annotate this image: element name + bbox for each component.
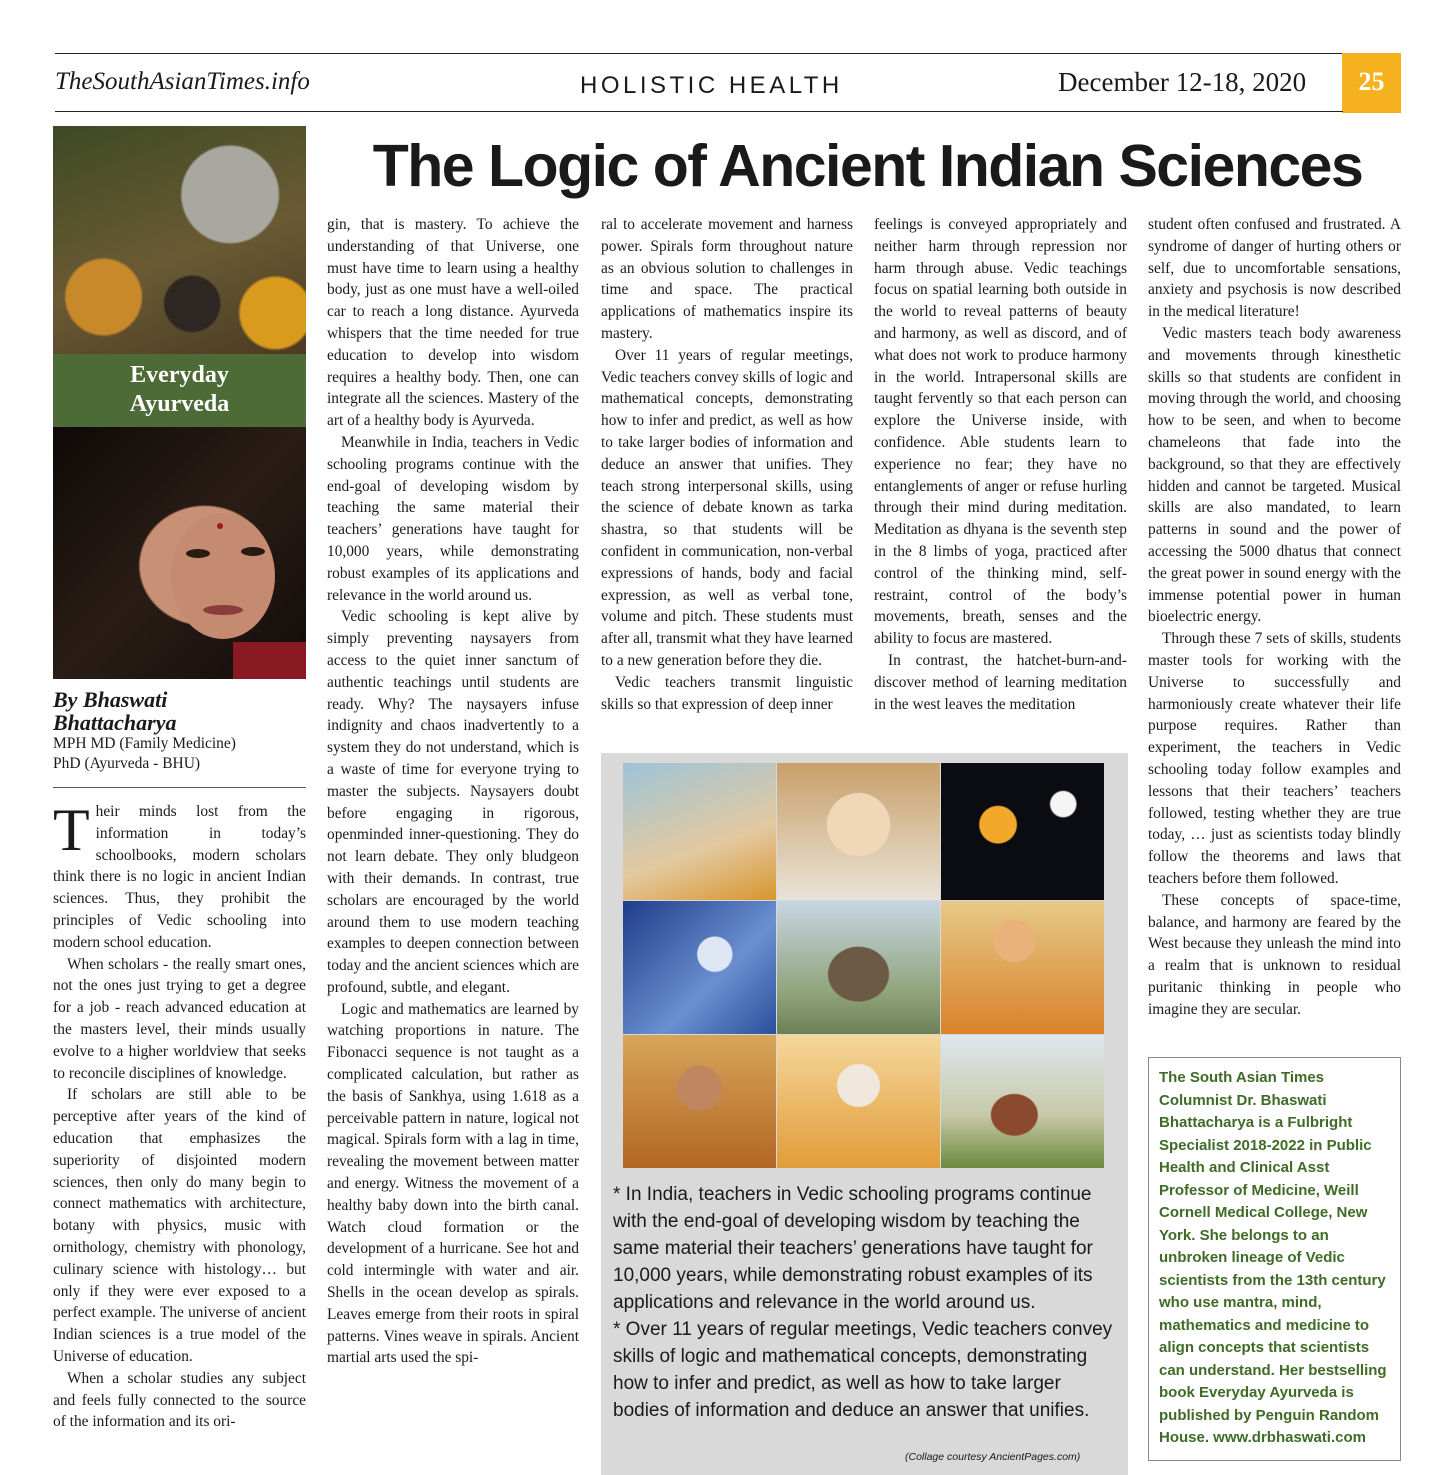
- author-bio-box: The South Asian Times Columnist Dr. Bhaswati Bhattacharya is a Fulbright Specialist 2018-2022 in Public Health and Clinical Asst Professor of Medicine, Weill Cornell Medical College, New York. She belongs to an unbroken lineage of Vedic scientists from the 13th century who use mantra, mind, mathematics and medicine to align concepts that scientists can understand. Her bestselling book Everyday Ayurveda is published by Penguin Random House. www.drbhaswati.com: [1148, 1057, 1401, 1461]
- drop-cap: T: [53, 797, 90, 863]
- article-paragraph: [53, 1084, 306, 1367]
- collage-tile-sage-4: [623, 1035, 776, 1168]
- article-column-2: [327, 214, 579, 1369]
- paragraph-text: If scholars are still able to be perceptive after years of the kind of education that emphasizes the superiority of disjointed modern sciences, then only do many begin to connect mathematics with architecture, botany with physics, music with ornithology, chemistry with phonology, culinary science with histology… but only if they were ever exposed to a perfect example. The universe of ancient Indian sciences is a true model of the Universe of education.: [53, 1086, 306, 1365]
- article-paragraph: [327, 999, 579, 1370]
- article-paragraph: [53, 954, 306, 1085]
- collage-tile-sage-2: [777, 763, 940, 900]
- collage-tile-sage-1: [623, 763, 776, 900]
- article-paragraph: [1148, 628, 1401, 890]
- paragraph-text: ral to accelerate movement and harness power. Spirals form throughout nature as an obvious solution to challenges in time and space. The practical applications of mathematics inspire its mastery.: [601, 216, 853, 342]
- article-paragraph: [874, 214, 1127, 650]
- author-name-line1: By Bhaswati: [53, 687, 168, 712]
- column-badge-line2: Ayurveda: [129, 391, 230, 417]
- article-paragraph: [601, 214, 853, 345]
- site-name: TheSouthAsianTimes.info: [55, 68, 310, 95]
- article-paragraph: [1148, 214, 1401, 323]
- caption-paragraph-2: * Over 11 years of regular meetings, Vedic teachers convey skills of logic and mathematical concepts, demonstrating how to infer and predict, as well as how to take larger bodies of information and deduce an answer that unifies.: [613, 1319, 1113, 1421]
- article-paragraph: [327, 432, 579, 606]
- article-paragraph: [53, 797, 306, 954]
- author-credential-1: MPH MD (Family Medicine): [53, 735, 236, 752]
- article-paragraph: [327, 606, 579, 998]
- author-byline: [53, 688, 306, 774]
- article-paragraph: [874, 650, 1127, 715]
- section-title: HOLISTIC HEALTH: [580, 72, 843, 99]
- page-number-badge: 25: [1342, 53, 1401, 113]
- paragraph-text: feelings is conveyed appropriately and neither harm through repression nor harm through abuse. Vedic teachings focus on spatial learning both outside in the world to reveal patterns of beauty and harmony, as well as discord, and of what does not work to produce harmony in the world. Intrapersonal skills are taught fervently so that each person can explore the Universe inside, with confidence. Able students learn to experience no fear; they have no entanglements of anger or refuse hurling through their mind during meditation. Meditation as dhyana is the seventh step in the 8 limbs of yoga, practiced after control of the thinking mind, self-restraint, control of the body’s movements, breath, senses and the ability to focus are mastered.: [874, 216, 1127, 648]
- article-paragraph: [53, 1368, 306, 1433]
- herbs-photo: [53, 126, 306, 354]
- collage-tile-planets: [941, 763, 1104, 900]
- header-bottom-rule: [55, 111, 1343, 112]
- paragraph-text: Vedic schooling is kept alive by simply preventing naysayers from access to the quiet inner sanctum of authentic teachings until students are ready. Why? The naysayers infuse indignity and chaos inadvertently to a system they do not understand, which is a waste of time for everyone trying to master the subjects. Naysayers doubt before engaging in rigorous, openminded inner-questioning. They do not learn debate. They only bludgeon with their demands. In contrast, true scholars are encouraged by the world around them to use modern teaching examples to deepen connection between today and the ancient sciences which are profound, subtle, and elegant.: [327, 608, 579, 996]
- article-column-4: [874, 214, 1127, 715]
- article-column-1: [53, 797, 306, 1433]
- collage-tile-sage-3: [941, 901, 1104, 1034]
- collage-tile-monument: [941, 1035, 1104, 1168]
- article-headline: The Logic of Ancient Indian Sciences: [372, 133, 1363, 199]
- paragraph-text: Vedic teachers transmit linguistic skills so that expression of deep inner: [601, 673, 853, 713]
- paragraph-text: Meanwhile in India, teachers in Vedic schooling programs continue with the end-goal of developing wisdom by teaching the same material their teachers’ generations have taught for 10,000 years, while demonstrating robust examples of its applications and relevance in the world around us.: [327, 433, 579, 604]
- column-badge: [53, 354, 306, 427]
- author-name-line2: Bhattacharya: [53, 710, 177, 735]
- issue-date: December 12-18, 2020: [1058, 67, 1307, 97]
- paragraph-text: When scholars - the really smart ones, not the ones just trying to get a degree for a job - reach advanced education at the masters level, their minds usually evolve to a higher worldview that seeks to reconcile disciplines of knowledge.: [53, 955, 306, 1082]
- caption-paragraph-1: * In India, teachers in Vedic schooling programs continue with the end-goal of developing wisdom by teaching the same material their teachers’ generations have taught for 10,000 years, while demonstrating robust examples of its applications and relevance in the world around us.: [613, 1184, 1093, 1313]
- article-paragraph: [1148, 890, 1401, 1021]
- paragraph-text: In contrast, the hatchet-burn-and-discover method of learning meditation in the west leaves the meditation: [874, 651, 1127, 713]
- article-column-3: [601, 214, 853, 715]
- article-paragraph: [601, 672, 853, 716]
- paragraph-text: When a scholar studies any subject and feels fully connected to the source of the information and its ori-: [53, 1369, 306, 1431]
- article-paragraph: [327, 214, 579, 432]
- paragraph-text: Vedic masters teach body awareness and movements through kinesthetic skills so that students are confident in moving through the world, and choosing how to be seen, and when to become chameleons that fade into the background, so that they are effectively hidden and cannot be targeted. Musical skills are also mandated, to learn patterns in sound and the power of accessing the 5000 dhatus that connect the great power in sound energy with the immense potential power in human bioelectric energy.: [1148, 324, 1401, 626]
- article-column-5: [1148, 214, 1401, 1020]
- paragraph-text: gin, that is mastery. To achieve the understanding of that Universe, one must have time to learn using a healthy body, just as one must have a well-oiled car to reach a long distance. Ayurveda whispers that the time needed for true education to develop into wisdom requires a healthy body. Then, one can integrate all the sciences. Mastery of the art of a healthy body is Ayurveda.: [327, 216, 579, 430]
- paragraph-text: heir minds lost from the information in today’s schoolbooks, modern scholars think there is no logic in ancient Indian sciences. Thus, they prohibit the principles of Vedic schooling into modern school education.: [53, 803, 306, 951]
- paragraph-text: student often confused and frustrated. A syndrome of danger of hurting others or self, due to uncomfortable sensations, anxiety and psychosis is now described in the medical literature!: [1148, 216, 1401, 321]
- byline-divider: [53, 787, 306, 788]
- article-paragraph: [1148, 323, 1401, 628]
- paragraph-text: Logic and mathematics are learned by watching proportions in nature. The Fibonacci sequence is not taught as a complicated calculation, but rather as the basis of Sankhya, using 1.618 as a perceivable pattern in nature, logical not magical. Spirals form with a lag in time, revealing the movement between matter and energy. Witness the movement of a healthy baby down into the birth canal. Watch cloud formation or the development of a hurricane. See hot and cold intermingle with water and air. Shells in the ocean develop as spirals. Leaves emerge from their roots in spiral patterns. Vines weave in spirals. Ancient martial arts used the spi-: [327, 1000, 579, 1367]
- collage-tile-sage-5: [777, 1035, 940, 1168]
- collage-caption: [613, 1181, 1113, 1424]
- column-badge-line1: Everyday: [130, 362, 229, 388]
- article-paragraph: [601, 345, 853, 672]
- author-portrait: [53, 427, 306, 679]
- paragraph-text: Over 11 years of regular meetings, Vedic teachers convey skills of logic and mathematical concepts, demonstrating how to infer and predict, as well as how to take larger bodies of information and deduce an answer that unifies. They teach strong interpersonal skills, using the science of debate known as tarka shastra, so that students will be confident in communication, non-verbal expressions of hands, body and facial expression, as well as verbal tone, volume and pitch. These students must after all, transmit what they have learned to a new generation before they die.: [601, 346, 853, 669]
- author-credential-2: PhD (Ayurveda - BHU): [53, 755, 201, 772]
- collage-credit: (Collage courtesy AncientPages.com): [905, 1451, 1081, 1463]
- collage-tile-statue: [777, 901, 940, 1034]
- paragraph-text: Through these 7 sets of skills, students master tools for working with the Universe to successfully and harmoniously create whatever their life purpose requires. Rather than experiment, the teachers in Vedic schooling today follow examples and lessons that their teachers’ teachers followed, testing whether they are true today, … just as scientists today blindly follow the theorems and laws that teachers before them followed.: [1148, 630, 1401, 887]
- header-top-rule: [55, 53, 1343, 54]
- paragraph-text: These concepts of space-time, balance, and harmony are feared by the West because they unleash the mind into a realm that is unknown to residual puritanic thinking in people who imagine they are secular.: [1148, 891, 1401, 1018]
- collage-tile-cosmos: [623, 901, 776, 1034]
